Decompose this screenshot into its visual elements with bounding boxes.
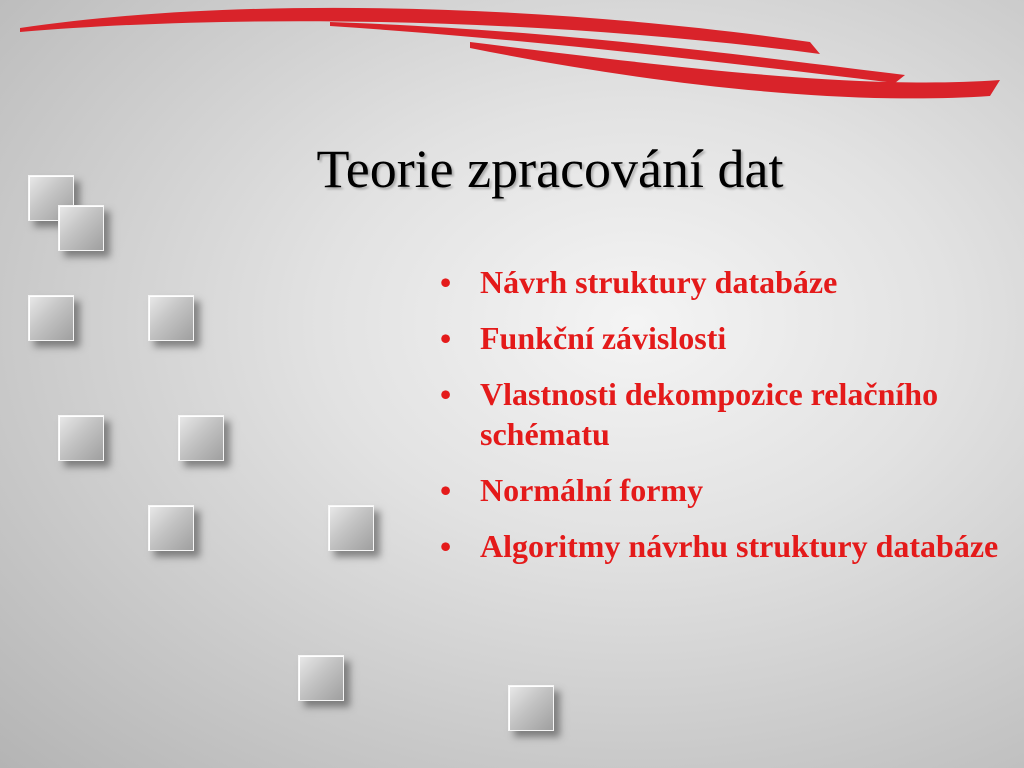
red-swoosh-decoration	[0, 0, 1024, 130]
bullet-list	[440, 262, 1000, 582]
bullet-item	[440, 526, 1000, 566]
bullet-item	[440, 318, 1000, 358]
bullet-marker: •	[440, 472, 452, 508]
decor-square	[148, 295, 194, 341]
bullet-marker: •	[440, 528, 452, 564]
decor-square	[178, 415, 224, 461]
bullet-marker: •	[440, 376, 452, 412]
bullet-text: Funkční závislosti	[480, 320, 727, 356]
decor-square	[148, 505, 194, 551]
slide-title: Teorie zpracování dat	[316, 139, 784, 199]
bullet-marker: •	[440, 320, 452, 356]
decor-square	[58, 205, 104, 251]
bullet-marker: •	[440, 264, 452, 300]
decor-square	[508, 685, 554, 731]
bullet-text: Normální formy	[480, 472, 704, 508]
bullet-text: Algoritmy návrhu struktury databáze	[480, 528, 999, 564]
bullet-item	[440, 374, 1000, 454]
bullet-item	[440, 470, 1000, 510]
decor-square	[28, 295, 74, 341]
decor-square	[328, 505, 374, 551]
bullet-text: Vlastnosti dekompozice relačního schématu	[480, 376, 939, 452]
bullet-item	[440, 262, 1000, 302]
swoosh-stripe-lower	[470, 42, 1000, 98]
bullet-text: Návrh struktury databáze	[480, 264, 838, 300]
decor-square	[298, 655, 344, 701]
decor-square	[58, 415, 104, 461]
